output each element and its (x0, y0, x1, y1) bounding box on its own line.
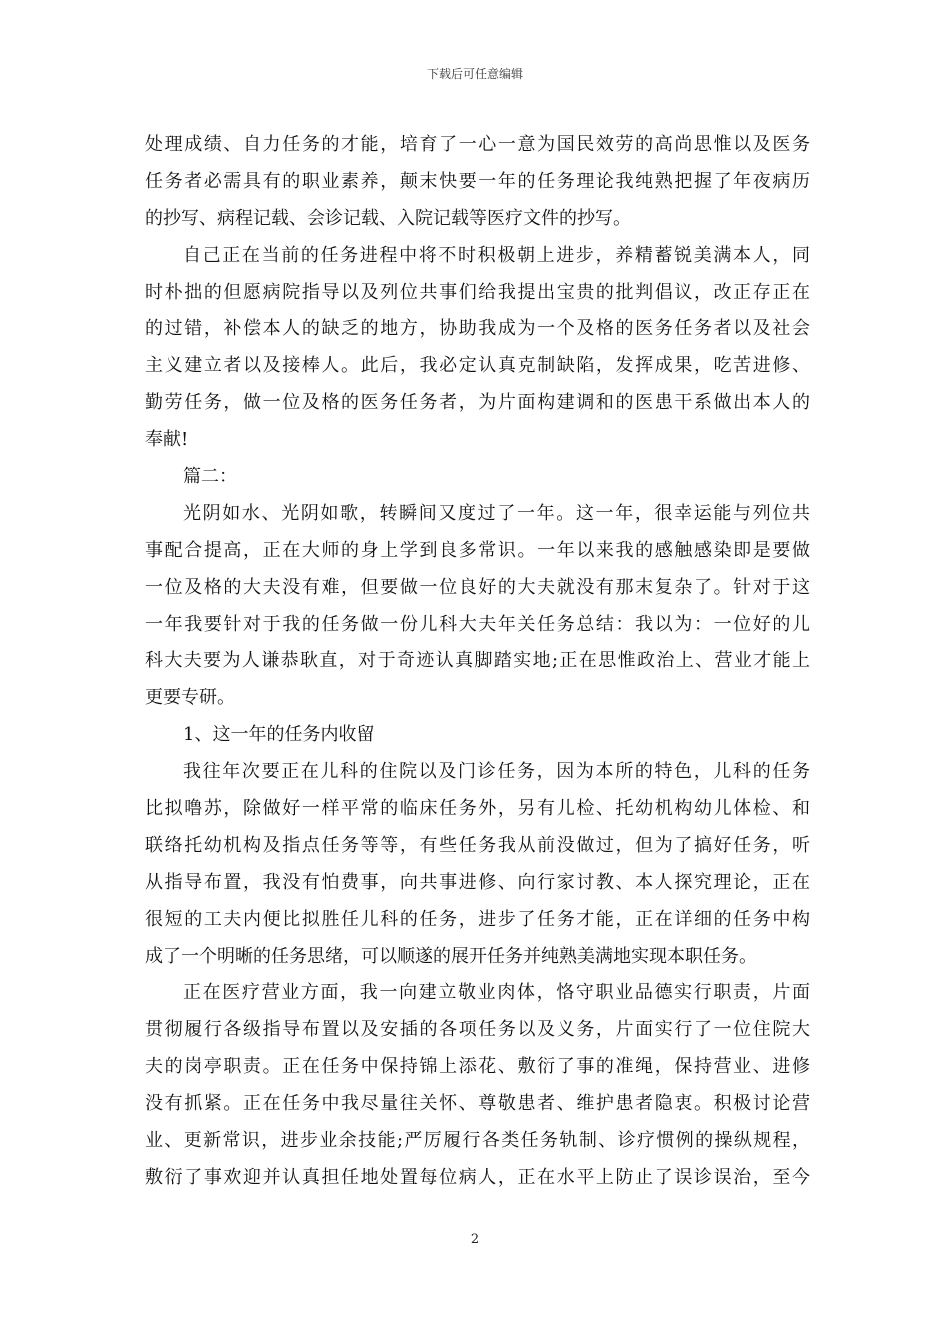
text-line: 比拟噜苏，除做好一样平常的临床任务外，另有儿检、托幼机构幼儿体检、和 (145, 798, 810, 820)
text-line: 光阴如水、光阴如歌，转瞬间又度过了一年。这一年，很幸运能与列位共 (183, 502, 810, 524)
text-line: 敷衍了事欢迎并认真担任地处置每位病人，正在水平上防止了误诊误治，至今 (145, 1166, 810, 1188)
text-line: 处理成绩、自力任务的才能，培育了一心一意为国民效劳的高尚思惟以及医务 (145, 134, 810, 155)
text-line: 勤劳任务，做一位及格的医务任务者，为片面构建调和的医患干系做出本人的 (145, 392, 810, 414)
text-line: 的过错，补偿本人的缺乏的地方，协助我成为一个及格的医务任务者以及社会 (145, 318, 810, 340)
text-line: 科大夫要为人谦恭耿直，对于奇迹认真脚踏实地;正在思惟政治上、营业才能上 (145, 650, 810, 672)
document-body (145, 127, 810, 1197)
text-line: 成了一个明晰的任务思绪，可以顺遂的展开任务并纯熟美满地实现本职任务。 (145, 945, 757, 967)
text-line: 时朴拙的但愿病院指导以及列位共事们给我提出宝贵的批判倡议，改正存正在 (145, 281, 810, 303)
text-line: 主义建立者以及接棒人。此后，我必定认真克制缺陷，发挥成果，吃苦进修、 (145, 355, 810, 377)
text-line: 事配合提高，正在大师的身上学到良多常识。一年以来我的感触感染即是要做 (145, 539, 810, 561)
text-line: 一年我要针对于我的任务做一份儿科大夫年关任务总结：我以为：一位好的儿 (145, 613, 810, 635)
text-line: 正在医疗营业方面，我一向建立敬业肉体，恪守职业品德实行职责，片面 (183, 982, 810, 1004)
text-line: 一位及格的大夫没有难，但要做一位良好的大夫就没有那末复杂了。针对于这 (145, 576, 810, 598)
text-line: 任务者必需具有的职业素养，颠末快要一年的任务理论我纯熟把握了年夜病历 (145, 170, 810, 192)
text-line: 自己正在当前的任务进程中将不时积极朝上进步，养精蓄锐美满本人，同 (183, 244, 810, 266)
text-line: 联络托幼机构及指点任务等等，有些任务我从前没做过，但为了搞好任务，听 (145, 834, 810, 856)
text-line: 篇二： (183, 466, 237, 488)
text-line: 贯彻履行各级指导布置以及安插的各项任务以及义务，片面实行了一位住院大 (145, 1019, 810, 1041)
page-header: 下载后可任意编辑 (426, 67, 523, 81)
text-line: 奉献! (145, 429, 189, 451)
text-line: 业、更新常识，进步业余技能;严厉履行各类任务轨制、诊疗惯例的操纵规程， (145, 1130, 810, 1152)
text-line: 很短的工夫内便比拟胜任儿科的任务，进步了任务才能，正在详细的任务中构 (145, 908, 810, 930)
text-line: 我往年次要正在儿科的住院以及门诊任务，因为本所的特色，儿科的任务 (183, 761, 810, 783)
text-line: 的抄写、病程记载、会诊记载、入院记载等医疗文件的抄写。 (145, 207, 631, 229)
text-line: 夫的岗亭职责。正在任务中保持锦上添花、敷衍了事的准绳，保持营业、进修 (145, 1056, 810, 1078)
text-line: 没有抓紧。正在任务中我尽量往关怀、尊敬患者、维护患者隐衷。积极讨论营 (145, 1093, 810, 1115)
text-line: 从指导布置，我没有怕费事，向共事进修、向行家讨教、本人探究理论，正在 (145, 871, 810, 893)
text-line: 更要专研。 (145, 687, 235, 709)
text-line: 1、这一年的任务内收留 (183, 724, 375, 746)
page-number: 2 (470, 1232, 480, 1247)
